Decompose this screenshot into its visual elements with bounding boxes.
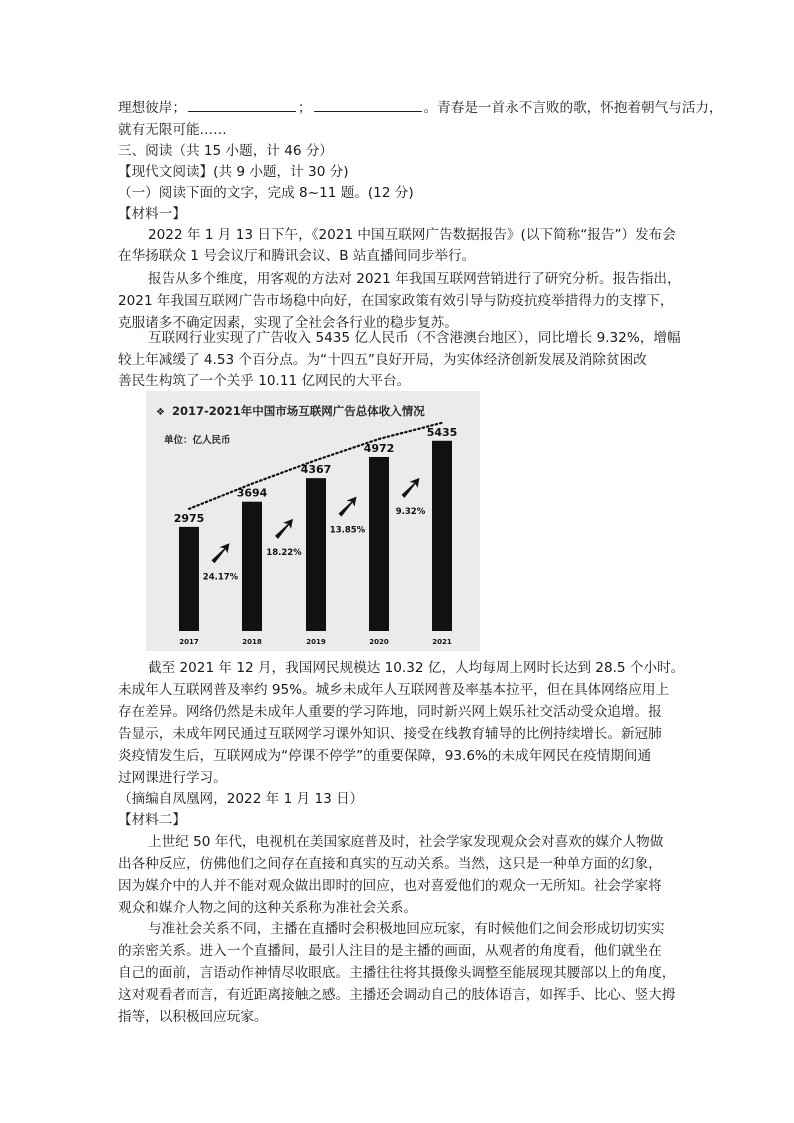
chart-title: 2017-2021年中国市场互联网广告总体收入情况 bbox=[172, 404, 425, 418]
answer-blank-1[interactable] bbox=[188, 97, 296, 112]
chart-value-label: 4972 bbox=[363, 441, 395, 455]
m1-p4-l3: 存在差异。网络仍然是未成年人重要的学习阵地，同时新兴网上娱乐社交活动受众追增。报 bbox=[118, 704, 662, 720]
m1-p2-l2: 2021 年我国互联网广告市场稳中向好，在国家政策有效引导与防疫抗疫举措得力的支撑下， bbox=[118, 293, 674, 309]
fill-in-separator: ； bbox=[297, 100, 312, 116]
chart-growth-label: 18.22% bbox=[266, 547, 302, 558]
chart-x-tick-label: 2021 bbox=[432, 638, 452, 646]
material-1-label: 【材料一】 bbox=[118, 206, 186, 222]
material-2-label: 【材料二】 bbox=[118, 812, 186, 828]
m1-p4-l6: 过网课进行学习。 bbox=[118, 770, 227, 786]
chart-bar bbox=[369, 457, 389, 631]
chart-growth-label: 24.17% bbox=[202, 572, 239, 583]
m1-p4-l2: 未成年人互联网普及率约 95%。城乡未成年人互联网普及率基本拉平，但在具体网络应用上 bbox=[118, 682, 670, 698]
m1-p4-l4: 告显示，未成年网民通过互联网学习课外知识、接受在线教育辅导的比例持续增长。新冠肺 bbox=[118, 726, 662, 742]
part-instruction: （一）阅读下面的文字，完成 8~11 题。(12 分) bbox=[118, 185, 414, 201]
section-subheading: 【现代文阅读】(共 9 小题，计 30 分) bbox=[118, 164, 349, 180]
chart-bar bbox=[179, 527, 199, 631]
fill-in-line bbox=[118, 97, 723, 119]
revenue-chart bbox=[146, 391, 480, 651]
m2-p2-l2: 的亲密关系。进入一个直播间，最引人注目的是主播的画面，从观者的角度看，他们就坐在 bbox=[118, 943, 662, 959]
m2-p1-l3: 因为媒介中的人并不能对观众做出即时的回应，也对喜爱他们的观众一无所知。社会学家将 bbox=[118, 878, 662, 894]
m1-p2-l3: 克服诸多不确定因素，实现了全社会各行业的稳步复苏。 bbox=[118, 315, 458, 331]
m1-p3-l2: 较上年减缓了 4.53 个百分点。为“十四五”良好开局，为实体经济创新发展及消除贫困改 bbox=[118, 352, 647, 368]
fill-in-continuation: 就有无限可能…… bbox=[118, 122, 227, 138]
chart-bar bbox=[432, 441, 452, 631]
chart-bar bbox=[306, 478, 326, 631]
chart-value-label: 5435 bbox=[426, 425, 458, 439]
growth-arrow-icon bbox=[212, 543, 230, 563]
chart-value-label: 4367 bbox=[300, 463, 332, 477]
chart-value-label: 2975 bbox=[173, 511, 205, 525]
m2-p2-l4: 这对观看者而言，有近距离接触之感。主播还会调动自己的肢体语言，如挥手、比心、竖大拇 bbox=[118, 987, 676, 1003]
chart-x-tick-label: 2019 bbox=[306, 638, 326, 646]
chart-x-tick-label: 2020 bbox=[369, 638, 389, 646]
chart-value-label: 3694 bbox=[236, 486, 268, 500]
fill-in-prefix: 理想彼岸； bbox=[118, 100, 186, 116]
m1-p1-l2: 在华扬联众 1 号会议厅和腾讯会议、B 站直播间同步举行。 bbox=[118, 248, 476, 264]
growth-arrow-icon bbox=[275, 519, 293, 539]
growth-arrow-icon bbox=[402, 478, 420, 498]
m2-p1-l2: 出各种反应，仿佛他们之间存在直接和真实的互动关系。当然，这只是一种单方面的幻象， bbox=[118, 856, 662, 872]
m1-p2-l1: 报告从多个维度，用客观的方法对 2021 年我国互联网营销进行了研究分析。报告指出， bbox=[148, 271, 681, 287]
chart-x-tick-label: 2017 bbox=[179, 638, 199, 646]
m2-p2-l1: 与准社会关系不同，主播在直播时会积极地回应玩家，有时候他们之间会形成切切实实 bbox=[148, 921, 665, 937]
m2-p2-l3: 自己的面前，言语动作神情尽收眼底。主播往往将其摄像头调整至能展现其腰部以上的角度， bbox=[118, 965, 676, 981]
m2-p1-l4: 观众和媒介人物之间的这种关系称为准社会关系。 bbox=[118, 900, 418, 916]
m2-p2-l5: 指等，以积极回应玩家。 bbox=[118, 1009, 268, 1025]
growth-arrow-icon bbox=[339, 497, 357, 517]
revenue-chart-svg bbox=[146, 391, 480, 651]
m1-p3-l1: 互联网行业实现了广告收入 5435 亿人民币（不含港澳台地区），同比增长 9.32%，增幅 bbox=[148, 330, 681, 346]
chart-x-tick-label: 2018 bbox=[242, 638, 262, 646]
section-heading: 三、阅读（共 15 小题，计 46 分） bbox=[118, 143, 334, 159]
fill-in-suffix: 。青春是一首永不言败的歌，怀抱着朝气与活力， bbox=[423, 100, 723, 116]
m1-p4-l5: 炎疫情发生后，互联网成为“停课不停学”的重要保障，93.6%的未成年网民在疫情期间通 bbox=[118, 748, 652, 764]
chart-bullet-icon: ❖ bbox=[156, 407, 165, 418]
m1-p3-l3: 善民生构筑了一个关乎 10.11 亿网民的大平台。 bbox=[118, 373, 411, 389]
chart-growth-label: 13.85% bbox=[329, 525, 366, 536]
chart-unit-label: 单位：亿人民币 bbox=[164, 435, 231, 446]
m1-p1-l1: 2022 年 1 月 13 日下午，《2021 中国互联网广告数据报告》(以下简称“报告”）发布会 bbox=[148, 227, 676, 243]
material-1-source: （摘编自凤凰网，2022 年 1 月 13 日） bbox=[118, 791, 364, 807]
m1-p4-l1: 截至 2021 年 12 月，我国网民规模达 10.32 亿，人均每周上网时长达到 28.5 个小时。 bbox=[148, 660, 685, 676]
chart-bar bbox=[242, 502, 262, 631]
m2-p1-l1: 上世纪 50 年代，电视机在美国家庭普及时，社会学家发现观众会对喜欢的媒介人物做 bbox=[148, 834, 664, 850]
chart-growth-label: 9.32% bbox=[395, 506, 426, 517]
answer-blank-2[interactable] bbox=[314, 97, 422, 112]
